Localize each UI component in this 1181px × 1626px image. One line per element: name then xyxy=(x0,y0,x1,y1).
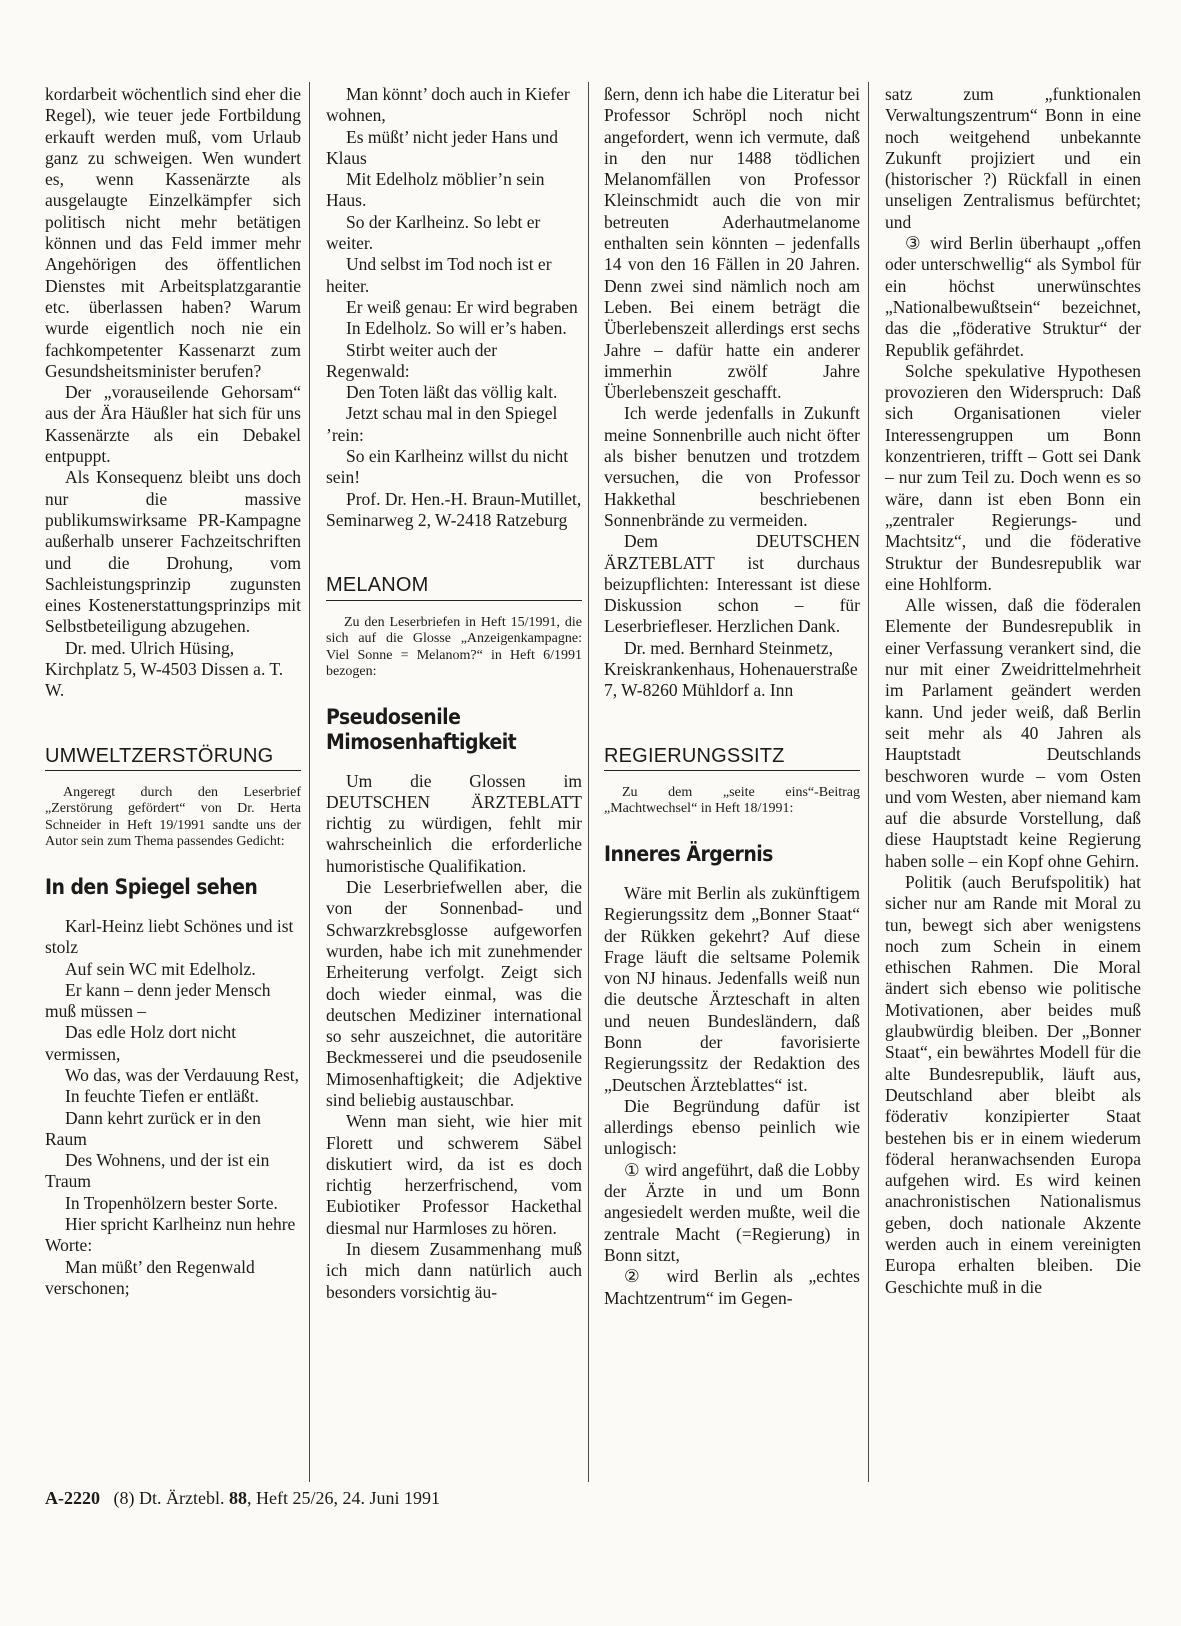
body-paragraph: satz zum „funktionalen Verwaltungszentrum“ Bonn in eine noch weitgehend unbekannte Zukunft projiziert und ein (historischer ?) Rückfall in einen unseligen Zentralismus befürchtet; und xyxy=(885,84,1141,232)
page-footer xyxy=(45,1488,440,1509)
journal-name: (8) Dt. Ärztebl. xyxy=(113,1488,225,1508)
body-paragraph: Solche spekulative Hypothesen provozieren den Widerspruch: Daß sich Organisationen vieler Interessengruppen um Bonn konzentrieren, trifft – Gott sei Dank – nur zum Teil zu. Doch wenn es so wäre, dann ist eben Bonn ein „zentraler Regierungs- und Machtsitz“, und die föderative Struktur der Bundesrepublik war eine Hohlform. xyxy=(885,360,1141,594)
column-rule xyxy=(588,82,589,1482)
poem-verse: In Edelholz. So will er’s haben. xyxy=(346,318,567,339)
poem-verse: Mit Edelholz möblier’n sein Haus. xyxy=(326,169,545,211)
column-rule xyxy=(868,82,869,1482)
section-kicker: MELANOM xyxy=(326,575,582,600)
poem-verse: In Tropenhölzern bester Sorte. xyxy=(65,1192,278,1213)
poem-verse: Dann kehrt zurück er in den Raum xyxy=(45,1107,261,1149)
letter-signature: Prof. Dr. Hen.-H. Braun-Mutillet, Seminarweg 2, W-2418 Ratzeburg xyxy=(326,488,582,530)
body-paragraph: ③ wird Berlin überhaupt „offen oder unterschwellig“ als Symbol für ein höchst unerwünschtes „Nationalbewußtsein“ bezeichnet, das die „föderative Struktur“ der Republik gefährdet. xyxy=(885,233,1141,360)
column-2 xyxy=(326,84,582,1303)
body-paragraph: Als Konsequenz bleibt uns doch nur die massive publikumswirksame PR-Kampagne außerhalb unserer Fachzeitschriften und die Drohung, vom Sachleistungsprinzip zugunsten eines Kostenerstattungsprinzips mit Selbstbeteiligung abzugehen. xyxy=(45,467,301,637)
poem xyxy=(45,916,301,1299)
section-intro: Zu den Leserbriefen in Heft 15/1991, die sich auf die Glosse „Anzeigenkampagne: Viel Sonne = Melanom?“ in Heft 6/1991 bezogen: xyxy=(326,614,582,680)
column-rule xyxy=(309,82,310,1482)
body-paragraph: Der „vorauseilende Gehorsam“ aus der Ära Häußler hat sich für uns Kassenärzte als ein Debakel entpuppt. xyxy=(45,382,301,467)
poem-verse: Karl-Heinz liebt Schönes und ist stolz xyxy=(45,915,294,958)
poem-verse: So der Karlheinz. So lebt er weiter. xyxy=(326,211,541,254)
column-1 xyxy=(45,84,301,1299)
issue-date: , Heft 25/26, 24. Juni 1991 xyxy=(246,1488,440,1508)
poem-verse: Und selbst im Tod noch ist er heiter. xyxy=(326,254,552,296)
poem-verse: Er weiß genau: Er wird begraben xyxy=(346,296,578,317)
headline-line: Mimosenhaftigkeit xyxy=(326,729,517,754)
poem-verse: In feuchte Tiefen er entläßt. xyxy=(65,1086,259,1107)
poem-verse: Jetzt schau mal in den Spiegel ’rein: xyxy=(326,403,558,445)
poem-verse: Stirbt weiter auch der Regenwald: xyxy=(326,339,498,381)
poem-verse: Auf sein WC mit Edelholz. xyxy=(65,958,256,979)
body-paragraph: ② wird Berlin als „echtes Machtzentrum“ im Gegen- xyxy=(604,1266,860,1308)
letter-signature: Dr. med. Ulrich Hüsing, Kirchplatz 5, W-4503 Dissen a. T. W. xyxy=(45,637,284,701)
body-paragraph: Ich werde jedenfalls in Zukunft meine Sonnenbrille auch nicht öfter als bisher benutzen und trotzdem versuchen, die von Professor Hakkethal beschriebenen Sonnenbrände zu vermeiden. xyxy=(604,403,860,530)
column-4 xyxy=(885,84,1141,1298)
body-paragraph: Die Leserbriefwellen aber, die von der Sonnenbad- und Schwarzkrebsglosse aufgeworfen wurden, habe ich mit zunehmender Erheiterung verfolgt. Zeigt sich doch wieder einmal, was die deutschen Mediziner international so sehr auszeichnet, die autoritäre Beckmesserei und die pseudosenile Mimosenhaftigkeit; die Adjektive sind beliebig austauschbar. xyxy=(326,877,582,1110)
body-paragraph: Wäre mit Berlin als zukünftigem Regierungssitz dem „Bonner Staat“ der Rükken gekehrt? Auf diese Frage läuft die seltsame Polemik von NJ hinaus. Jedenfalls weiß nun die deutsche Ärzteschaft in alten und neuen Bundesländern, daß Bonn der favorisierte Regierungssitz der Redaktion des „Deutschen Ärzteblattes“ ist. xyxy=(604,882,860,1095)
column-3 xyxy=(604,84,860,1309)
body-paragraph: ① wird angeführt, daß die Lobby der Ärzte in und um Bonn angesiedelt werden mußte, weil die zentrale Macht (=Regierung) in Bonn sitzt, xyxy=(604,1159,860,1265)
body-paragraph: ßern, denn ich habe die Literatur bei Professor Schröpl noch nicht angefordert, wenn ich vermute, daß in den nur 1488 tödlichen Melanomfällen von Professor Kleinschmidt auch die von mir betreuten Aderhautmelanome enthalten sein könnten – jedenfalls 14 von den 16 Fällen in 20 Jahren. Denn zwei sind nämlich noch am Leben. Bei einem beträgt die Überlebenszeit allerdings erst sechs Jahre – dafür hatte ein anderer immerhin zwölf Jahre Überlebenszeit geschafft. xyxy=(604,84,860,403)
poem-verse: Man müßt’ den Regenwald verschonen; xyxy=(45,1256,255,1298)
letter-headline xyxy=(326,705,556,755)
section-intro: Angeregt durch den Leserbrief „Zerstörung gefördert“ von Dr. Herta Schneider in Heft 19/1991 sandte uns der Autor sein zum Thema passendes Gedicht: xyxy=(45,784,301,850)
poem-verse: So ein Karlheinz willst du nicht sein! xyxy=(326,446,569,488)
section-kicker: REGIERUNGSSITZ xyxy=(604,746,860,771)
body-paragraph: In diesem Zusammenhang muß ich mich dann natürlich auch besonders vorsichtig äu- xyxy=(326,1239,582,1302)
headline-line: Pseudosenile xyxy=(326,704,461,729)
letter-headline: In den Spiegel sehen xyxy=(45,874,258,899)
poem-verse: Hier spricht Karlheinz nun hehre Worte: xyxy=(45,1214,296,1256)
section-kicker: UMWELTZERSTÖRUNG xyxy=(45,746,301,771)
poem-verse: Er kann – denn jeder Mensch muß müssen – xyxy=(45,979,271,1022)
body-paragraph: Politik (auch Berufspolitik) hat sicher nur am Rande mit Moral zu tun, bewegt sich aber wenigstens noch zum Schein in einem ethischen Rahmen. Die Moral ändert sich ebenso wie politische Motivationen, aber beides muß glaubwürdig bleiben. Der „Bonner Staat“, ein bewährtes Modell für die alte Bundesrepublik, läuft aus, Deutschland aber bleibt als föderativ konzipierter Staat bestehen bis er in einem wiederum föderal heranwachsenden Europa aufgehen wird. Es wird keinen anachronistischen Nationalismus geben, doch nationale Akzente werden auch in einem vereinigten Europa erhalten bleiben. Die Geschichte muß in die xyxy=(885,871,1141,1297)
poem xyxy=(326,84,582,489)
poem-verse: Des Wohnens, und der ist ein Traum xyxy=(45,1150,270,1192)
section-intro: Zu dem „seite eins“-Beitrag „Machtwechsel“ in Heft 18/1991: xyxy=(604,784,860,817)
body-paragraph: kordarbeit wöchentlich sind eher die Regel), wie teuer jede Fortbildung erkauft werden muß, vom Urlaub ganz zu schweigen. Wen wundert es, wenn Kassenärzte als ausgelaugte Einzelkämpfer sich politisch nicht mehr betätigen können und das Feld immer mehr Angehörigen des öffentlichen Dienstes mit Arbeitsplatzgarantie etc. überlassen haben? Warum wurde eigentlich noch nie ein fachkompetenter Kassenarzt zum Gesundsheitsminister berufen? xyxy=(45,84,301,381)
page-number: A-2220 xyxy=(45,1488,100,1508)
letter-signature: Dr. med. Bernhard Steinmetz, Kreiskrankenhaus, Hohenauerstraße 7, W-8260 Mühldorf a. Inn xyxy=(604,637,858,701)
body-paragraph: Die Begründung dafür ist allerdings ebenso peinlich wie unlogisch: xyxy=(604,1095,860,1159)
poem-verse: Wo das, was der Verdauung Rest, xyxy=(65,1064,299,1085)
journal-volume: 88 xyxy=(228,1488,247,1508)
poem-verse: Das edle Holz dort nicht vermissen, xyxy=(45,1022,237,1064)
letter-headline: Inneres Ärgernis xyxy=(604,841,773,866)
body-paragraph: Alle wissen, daß die föderalen Elemente der Bundesrepublik in einer Verfassung verankert sind, die nur mit einer Zweidrittelmehrheit im Parlament geändert werden kann. Und jeder weiß, daß Berlin seit mehr als 40 Jahren als Hauptstadt Deutschlands beschworen wurde – vom Osten und vom Westen, aber niemand kam auf die absurde Vorstellung, daß diese Hauptstadt keine Regierung haben solle – ein Kopf ohne Gehirn. xyxy=(885,595,1141,871)
body-paragraph: Wenn man sieht, wie hier mit Florett und schwerem Säbel diskutiert wird, da ist es doch richtig herzerfrischend, vom Eubiotiker Professor Hackethal diesmal nur Harmloses zu hören. xyxy=(326,1111,582,1238)
poem-verse: Den Toten läßt das völlig kalt. xyxy=(346,382,558,403)
poem-verse: Es müßt’ nicht jeder Hans und Klaus xyxy=(326,126,559,168)
body-paragraph: Um die Glossen im DEUTSCHEN ÄRZTEBLATT richtig zu würdigen, fehlt mir wahrscheinlich die erforderliche humoristische Qualifikation. xyxy=(326,770,582,876)
poem-verse: Man könnt’ doch auch in Kiefer wohnen, xyxy=(326,84,570,126)
body-paragraph: Dem DEUTSCHEN ÄRZTEBLATT ist durchaus beizupflichten: Interessant ist diese Diskussion schon – für Leserbriefleser. Herzlichen Dank. xyxy=(604,531,860,637)
